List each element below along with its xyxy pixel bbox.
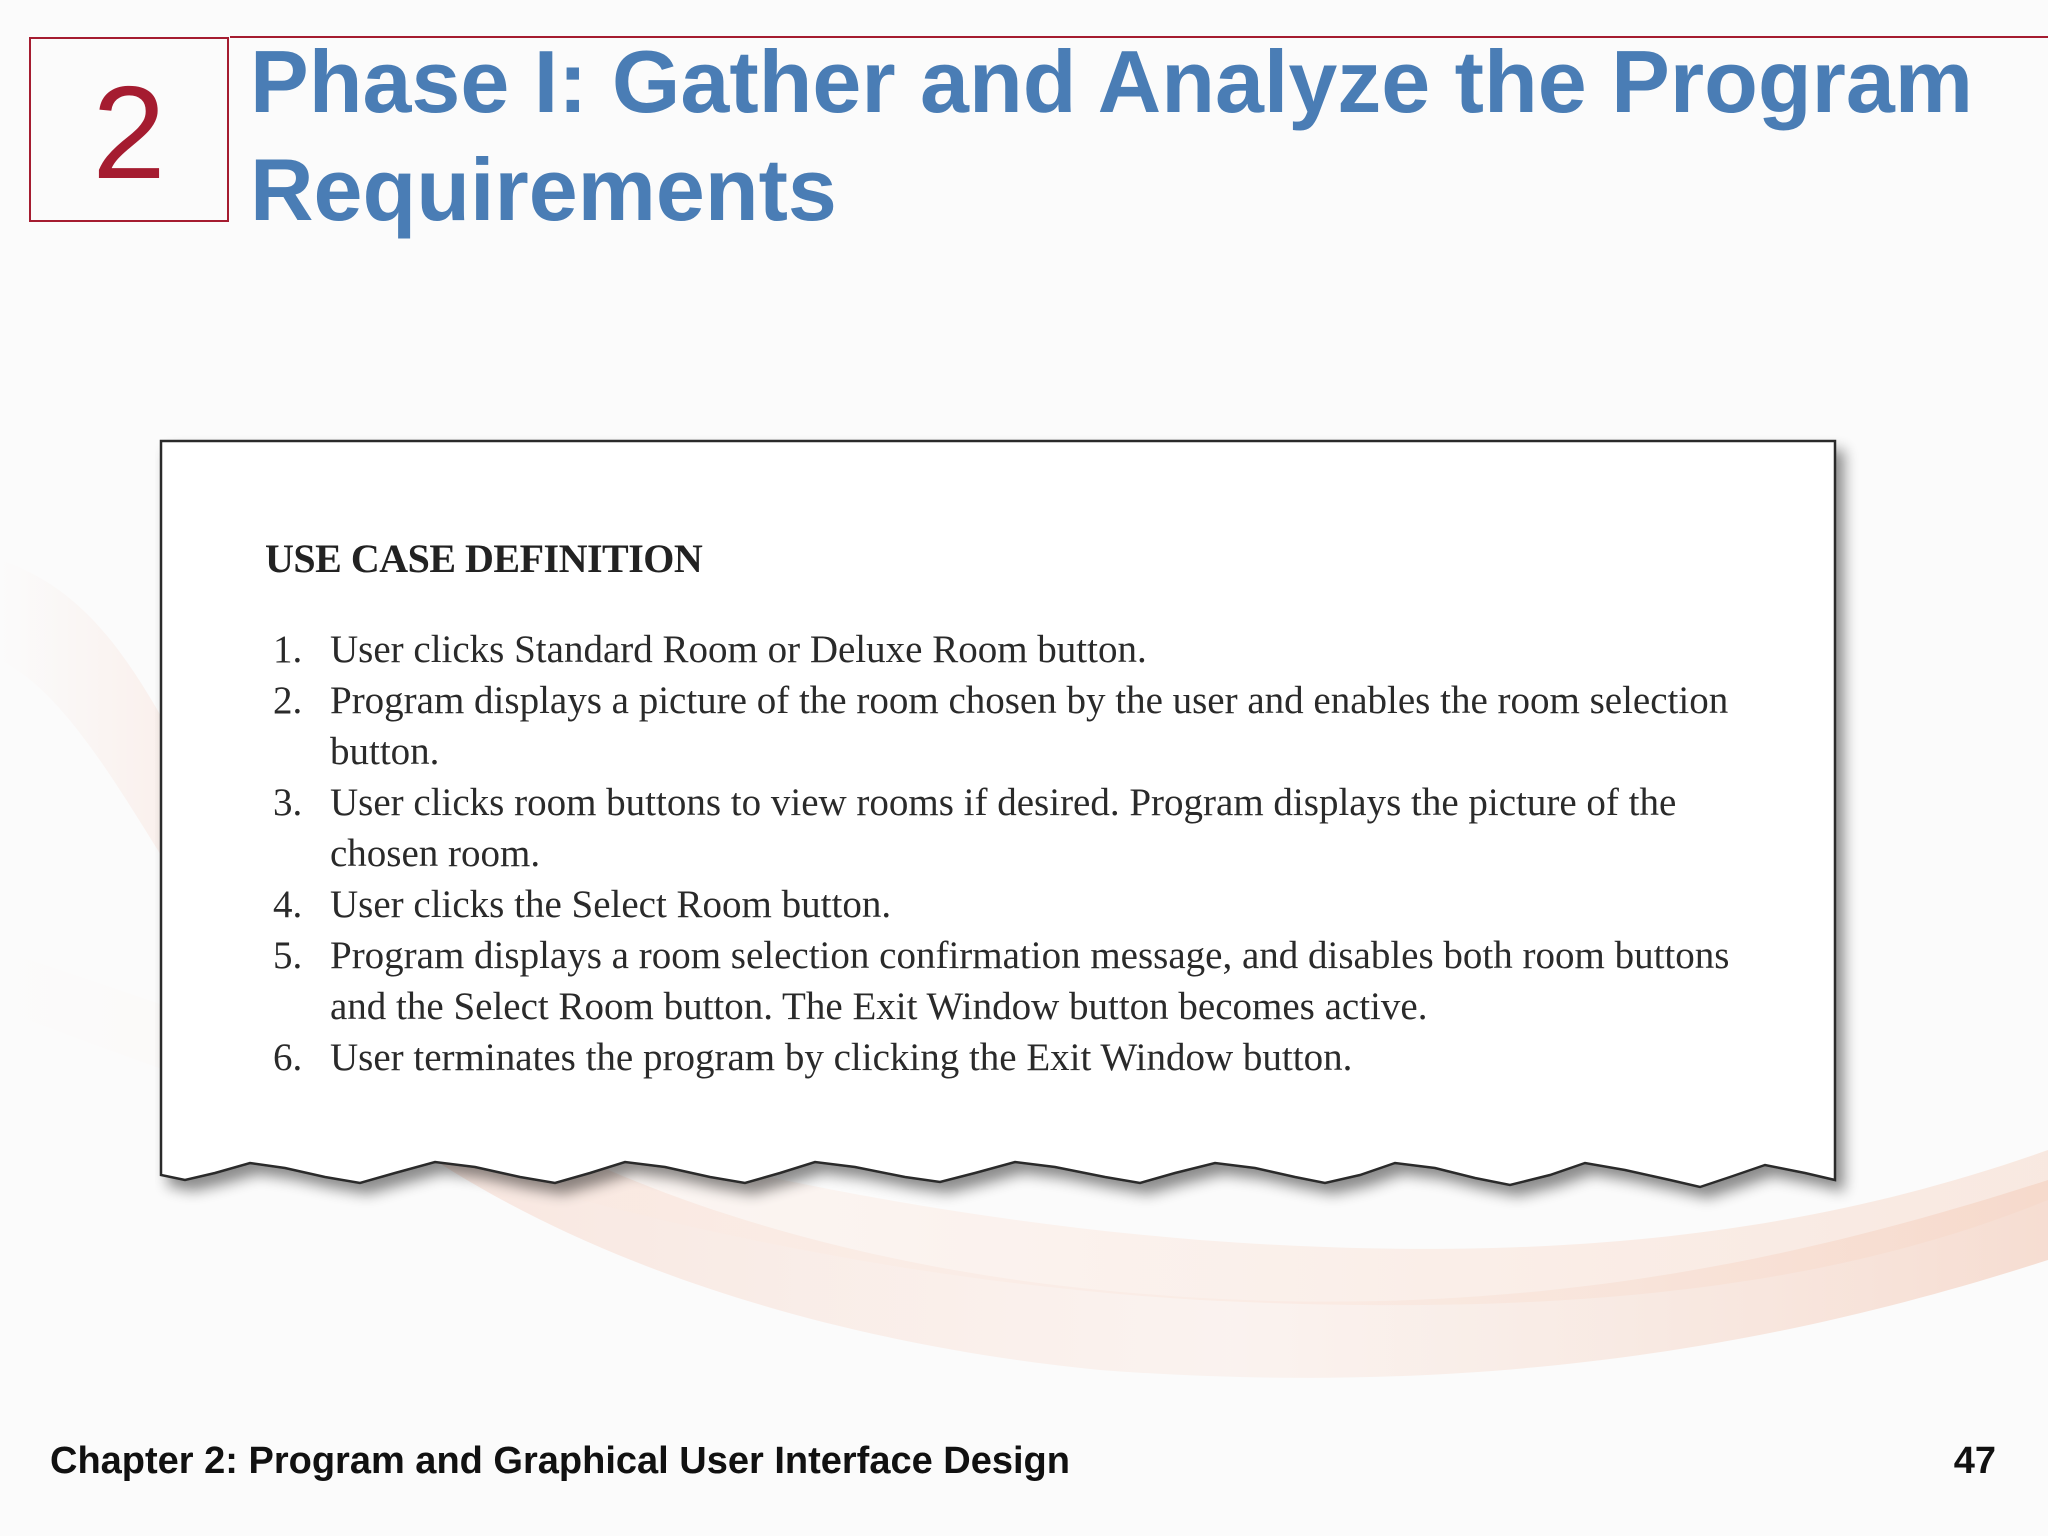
step-number: 6. bbox=[273, 1036, 303, 1079]
step-text: Program displays a picture of the room chosen by the user and enables the room selection button. bbox=[330, 679, 1729, 773]
list-item bbox=[265, 624, 1745, 675]
slide-title: Phase I: Gather and Analyze the Program Requirements bbox=[250, 32, 1974, 239]
footer-chapter-label: Chapter 2: Program and Graphical User Interface Design bbox=[50, 1440, 1070, 1482]
step-number: 3. bbox=[273, 781, 303, 824]
list-item bbox=[265, 675, 1745, 777]
use-case-heading: USE CASE DEFINITION bbox=[265, 536, 703, 581]
list-item bbox=[265, 777, 1745, 879]
list-item bbox=[265, 930, 1745, 1032]
step-text: Program displays a room selection confirmation message, and disables both room buttons and the Select Room button. The Exit Window button becomes active. bbox=[330, 934, 1730, 1028]
use-case-content bbox=[265, 535, 1745, 1083]
step-text: User clicks the Select Room button. bbox=[330, 883, 892, 926]
page-number: 47 bbox=[1953, 1440, 1996, 1482]
step-text: User terminates the program by clicking the Exit Window button. bbox=[330, 1036, 1353, 1079]
use-case-steps bbox=[265, 624, 1745, 1083]
list-item bbox=[265, 1032, 1745, 1083]
step-number: 4. bbox=[273, 883, 303, 926]
step-number: 1. bbox=[273, 628, 303, 671]
step-number: 2. bbox=[273, 679, 303, 722]
list-item bbox=[265, 879, 1745, 930]
step-number: 5. bbox=[273, 934, 303, 977]
chapter-number-box bbox=[29, 37, 229, 222]
step-text: User clicks room buttons to view rooms if desired. Program displays the picture of the chosen room. bbox=[330, 781, 1677, 875]
chapter-number: 2 bbox=[92, 58, 166, 206]
use-case-figure bbox=[155, 435, 1865, 1215]
step-text: User clicks Standard Room or Deluxe Room button. bbox=[330, 628, 1147, 671]
